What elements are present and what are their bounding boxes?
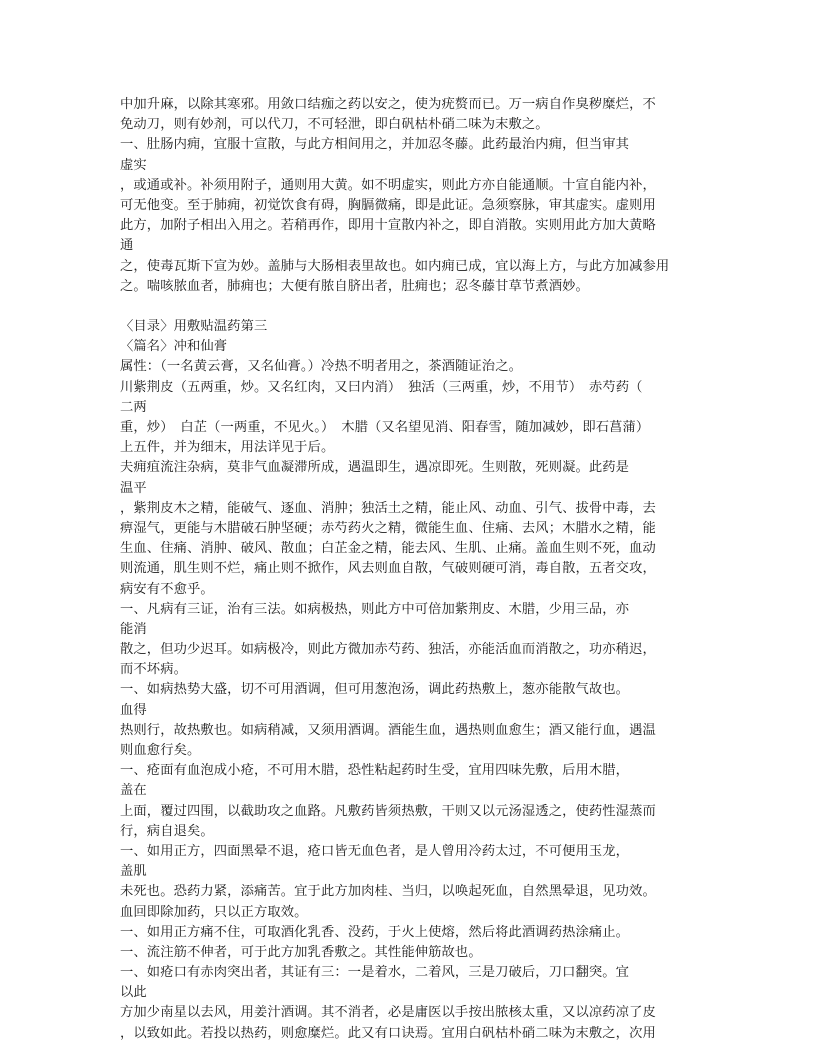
text-line: 上面，覆过四围，以截助攻之血路。凡敷药皆须热敷，干则又以元汤湿透之，使药性湿蒸而 [120, 803, 656, 819]
text-line: 属性：（一名黄云膏，又名仙膏。）冷热不明者用之，茶酒随证治之。 [120, 359, 523, 375]
text-line: 生血、住痛、消肿、破风、散血；白芷金之精，能去风、生肌、止痛。盖血生则不死，血动 [120, 541, 656, 557]
text-line: 行，病自退矣。 [120, 823, 214, 839]
text-line: ，紫荆皮木之精，能破气、逐血、消肿；独活土之精，能止风、动血、引气、拔骨中毒，去 [120, 500, 656, 516]
text-line: 以此 [120, 985, 147, 1001]
text-line: 一、凡病有三证，治有三法。如病极热，则此方中可倍加紫荆皮、木腊，少用三品，亦 [120, 601, 630, 617]
text-line: 之，使毒瓦斯下宣为妙。盖肺与大肠相表里故也。如内痈已成，宜以海上方，与此方加减参用 [120, 258, 670, 274]
text-line: 二两 [120, 399, 147, 415]
text-block-bottom [120, 317, 700, 1044]
text-line: 病安有不愈乎。 [120, 581, 214, 597]
text-line: 一、如病热势大盛，切不可用酒调，但可用葱泡汤，调此药热敷上，葱亦能散气故也。 [120, 682, 630, 698]
text-line: 而不坏病。 [120, 662, 187, 678]
text-line: ，以致如此。若投以热药，则愈糜烂。此又有口诀焉。宜用白矾枯朴硝二味为末敷之，次用 [120, 1025, 656, 1041]
text-line: 未死也。恐药力紧，添痛苦。宜于此方加肉桂、当归，以唤起死血，自然黑晕退，见功效。 [120, 884, 656, 900]
text-line: 上五件，并为细末，用法详见于后。 [120, 440, 335, 456]
text-line: 血得 [120, 702, 147, 718]
text-line: 夫痈疽流注杂病，莫非气血凝滞所成，遇温即生，遇凉即死。生则散，死则凝。此药是 [120, 460, 630, 476]
directory-heading: 〈目录〉用敷贴温药第三 [120, 319, 268, 335]
text-line: 一、疮面有血泡成小疮，不可用木腊，恐性粘起药时生受，宜用四味先敷，后用木腊， [120, 763, 630, 779]
text-line: 免动刀，则有妙剂，可以代刀，不可轻泄，即白矾枯朴硝二味为末敷之。 [120, 117, 549, 133]
text-line: 虚实 [120, 157, 147, 173]
text-line: 能消 [120, 621, 147, 637]
text-line: 一、如用正方痛不住，可取酒化乳香、没药，于火上使熔，然后将此酒调药热涂痛止。 [120, 924, 630, 940]
text-line: 一、如用正方，四面黑晕不退，疮口皆无血色者，是人曾用冷药太过，不可便用玉龙， [120, 843, 630, 859]
text-line: 痹湿气，更能与木腊破石肿坚硬；赤芍药火之精，微能生血、住痛、去风；木腊水之精，能 [120, 520, 656, 536]
text-line: 中加升麻，以除其寒邪。用敛口结痂之药以安之，使为疣赘而已。万一病自作臭秽糜烂，不 [120, 97, 656, 112]
text-line: 则血愈行矣。 [120, 743, 201, 758]
text-line: 通 [120, 238, 134, 254]
text-line: ，或通或补。补须用附子，通则用大黄。如不明虚实，则此方亦自能通顺。十宣自能内补， [120, 177, 656, 193]
document-page [120, 95, 700, 1044]
text-line: 热则行，故热敷也。如病稍减，又须用酒调。酒能生血，遇热则血愈生；酒又能行血，遇温 [120, 722, 656, 738]
text-line: 血回即除加药，只以正方取效。 [120, 904, 308, 920]
paragraph-gap [120, 297, 700, 317]
chapter-title: 〈篇名〉冲和仙膏 [120, 339, 228, 355]
text-line: 则流通，肌生则不烂，痛止则不掀作，风去则血自散，气破则硬可消，毒自散，五者交攻， [120, 561, 656, 577]
text-line: 此方，加附子相出入用之。若稍再作，即用十宣散内补之，即自消散。实则用此方加大黄略 [120, 218, 656, 234]
text-line: 之。喘咳脓血者，肺痈也；大便有脓自脐出者，肚痈也；忍冬藤甘草节煮酒妙。 [120, 278, 589, 294]
text-line: 方加少南星以去风，用姜汁酒调。其不消者，必是庸医以手按出脓核太重，又以凉药凉了皮 [120, 1005, 656, 1021]
text-line: 盖在 [120, 783, 147, 799]
text-line: 一、流注筋不伸者，可于此方加乳香敷之。其性能伸筋故也。 [120, 944, 482, 960]
text-line: 散之，但功少迟耳。如病极冷，则此方微加赤芍药、独活，亦能活血而消散之，功亦稍迟， [120, 642, 656, 658]
text-line: 川紫荆皮（五两重，炒。又名红肉，又曰内消） 独活（三两重，炒，不用节） 赤芍药（ [120, 379, 643, 395]
text-line: 重，炒） 白芷（一两重，不见火。） 木腊（又名望见消、阳春雪，随加减妙，即石菖蒲） [120, 420, 650, 435]
text-line: 盖肌 [120, 864, 147, 880]
text-block-top [120, 95, 700, 297]
text-line: 一、肚肠内痈，宜服十宣散，与此方相间用之，并加忍冬藤。此药最治内痈，但当审其 [120, 137, 630, 153]
text-line: 温平 [120, 480, 147, 496]
text-line: 一、如疮口有赤肉突出者，其证有三：一是着水，二着风，三是刀破后，刀口翻突。宜 [120, 965, 630, 981]
text-line: 可无他变。至于肺痈，初觉饮食有碍，胸膈微痛，即是此证。急须察脉，审其虚实。虚则用 [120, 197, 656, 213]
